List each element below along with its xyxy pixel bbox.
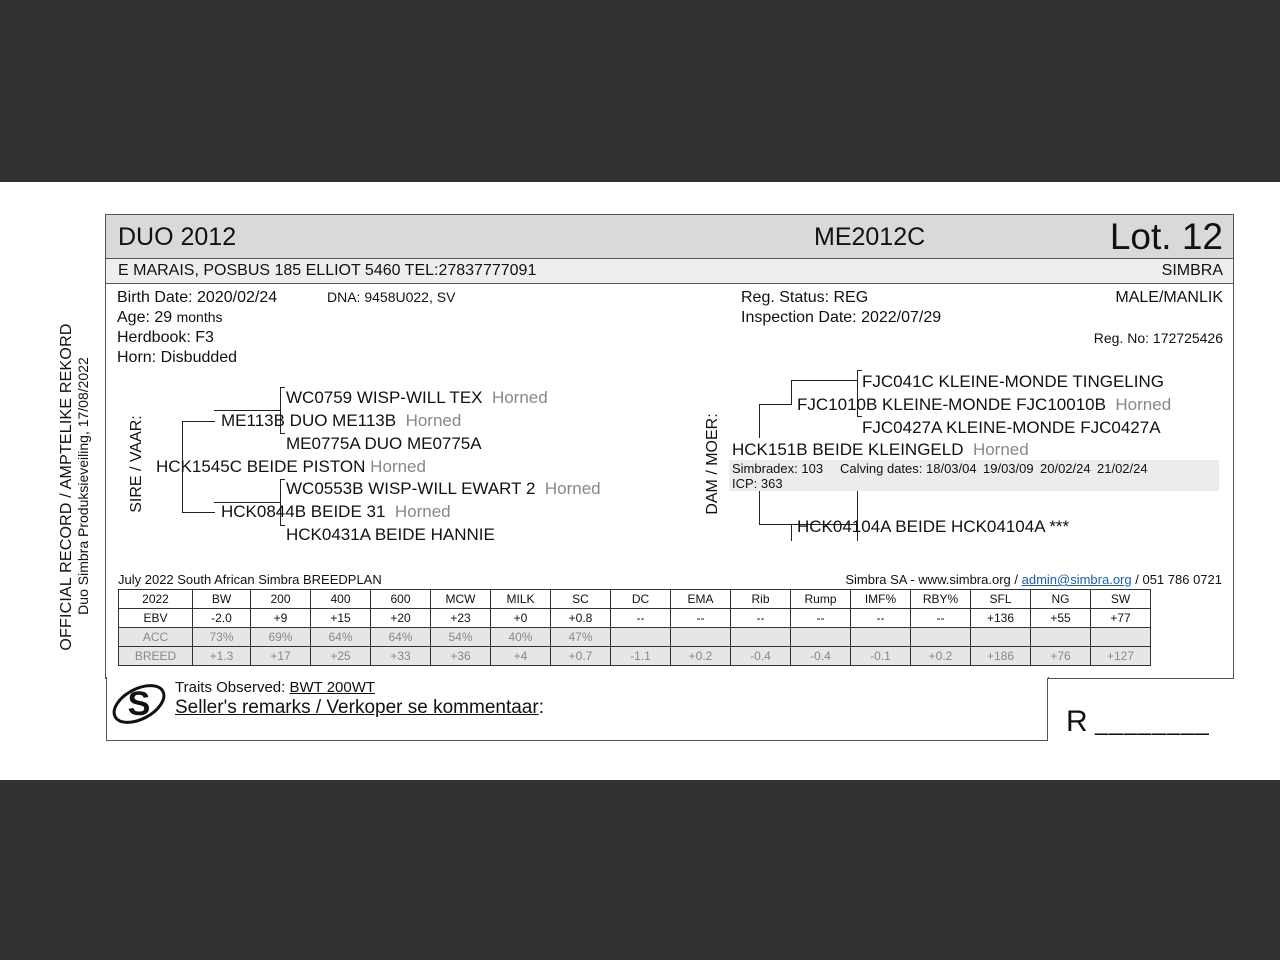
table-cell: 73% — [193, 628, 251, 647]
table-cell: -2.0 — [193, 609, 251, 628]
table-header-cell: Rump — [791, 590, 851, 609]
price-blank: ________ — [1095, 709, 1210, 736]
table-header-cell: RBY% — [911, 590, 971, 609]
table-row-ebv — [119, 609, 1151, 628]
table-cell: +127 — [1091, 647, 1151, 666]
dam-sire-dam: FJC0427A KLEINE-MONDE FJC0427A — [862, 418, 1161, 437]
table-cell: +0.7 — [551, 647, 611, 666]
table-cell: +23 — [431, 609, 491, 628]
table-cell — [1031, 628, 1091, 647]
table-cell — [611, 628, 671, 647]
table-cell — [1091, 628, 1151, 647]
table-cell: +0.2 — [911, 647, 971, 666]
table-cell: 69% — [251, 628, 311, 647]
table-cell: 47% — [551, 628, 611, 647]
owner-address: E MARAIS, POSBUS 185 ELLIOT 5460 TEL:27837777091 — [118, 262, 537, 279]
table-cell: +1.3 — [193, 647, 251, 666]
table-cell: -- — [611, 609, 671, 628]
table-cell: BREED — [119, 647, 193, 666]
table-header-cell: 400 — [311, 590, 371, 609]
ebv-table — [118, 589, 1151, 666]
sex: MALE/MANLIK — [1115, 289, 1223, 306]
table-header-cell: BW — [193, 590, 251, 609]
table-cell: -- — [671, 609, 731, 628]
calving-date: 18/03/04 — [926, 461, 977, 476]
card-header — [106, 215, 1233, 259]
table-cell: +36 — [431, 647, 491, 666]
table-header-cell: 2022 — [119, 590, 193, 609]
table-header-cell: MCW — [431, 590, 491, 609]
seller-remarks[interactable]: Seller's remarks / Verkoper se kommentaar: — [175, 697, 544, 718]
table-cell: EBV — [119, 609, 193, 628]
table-cell: +4 — [491, 647, 551, 666]
lot-card — [105, 214, 1234, 738]
table-header-cell: SFL — [971, 590, 1031, 609]
table-cell: +33 — [371, 647, 431, 666]
table-cell: +186 — [971, 647, 1031, 666]
calving-date: 20/02/24 — [1040, 461, 1091, 476]
table-header-cell: SW — [1091, 590, 1151, 609]
sire-dam-dam: HCK0431A BEIDE HANNIE — [286, 525, 495, 544]
table-cell: +55 — [1031, 609, 1091, 628]
traits-observed: Traits Observed: BWT 200WT — [175, 679, 376, 696]
simbra-logo-icon — [109, 680, 169, 728]
table-header-cell: 600 — [371, 590, 431, 609]
icp: ICP: 363 — [732, 476, 783, 491]
table-header-cell: DC — [611, 590, 671, 609]
table-header-cell: EMA — [671, 590, 731, 609]
sire-sire-dam: ME0775A DUO ME0775A — [286, 434, 482, 453]
price-prefix: R — [1066, 705, 1088, 738]
table-cell: -- — [851, 609, 911, 628]
sire-dam-sire: WC0553B WISP-WILL EWART 2 Horned — [286, 479, 601, 498]
table-cell: 64% — [371, 628, 431, 647]
sire-sire-sire: WC0759 WISP-WILL TEX Horned — [286, 388, 548, 407]
table-cell: +9 — [251, 609, 311, 628]
lot-number: Lot. 12 — [1109, 216, 1223, 257]
calving-date: 19/03/09 — [983, 461, 1034, 476]
table-cell — [911, 628, 971, 647]
age: Age: 29 months — [117, 309, 223, 326]
table-header-cell: NG — [1031, 590, 1091, 609]
price-box[interactable] — [1047, 678, 1234, 741]
animal-id: ME2012C — [814, 223, 926, 251]
table-cell: -- — [731, 609, 791, 628]
table-cell — [851, 628, 911, 647]
calving-label: Calving dates: — [840, 461, 923, 476]
table-cell: +0.2 — [671, 647, 731, 666]
owner-row — [106, 259, 1233, 284]
table-cell: +77 — [1091, 609, 1151, 628]
sire-dam: HCK0844B BEIDE 31 Horned — [221, 502, 451, 521]
table-cell: -1.1 — [611, 647, 671, 666]
table-cell: 40% — [491, 628, 551, 647]
table-header-cell: 200 — [251, 590, 311, 609]
sire-label: SIRE / VAAR: — [128, 415, 145, 513]
table-cell: ACC — [119, 628, 193, 647]
table-cell: +0.8 — [551, 609, 611, 628]
birth-date: Birth Date: 2020/02/24 — [117, 289, 278, 306]
table-cell: 54% — [431, 628, 491, 647]
remarks-area — [106, 677, 1049, 741]
table-row-acc — [119, 628, 1151, 647]
table-header-cell: IMF% — [851, 590, 911, 609]
table-cell: -0.4 — [731, 647, 791, 666]
dam-animal: HCK151B BEIDE KLEINGELD Horned — [732, 440, 1029, 459]
reg-number: Reg. No: 172725426 — [1093, 330, 1223, 346]
breedplan-contact: Simbra SA - www.simbra.org / admin@simbra.org / 051 786 0721 — [845, 572, 1222, 587]
table-cell — [971, 628, 1031, 647]
dna: DNA: 9458U022, SV — [327, 289, 456, 305]
calving-date: 21/02/24 — [1097, 461, 1148, 476]
table-cell — [731, 628, 791, 647]
sire-sire: ME113B DUO ME113B Horned — [221, 411, 462, 430]
dam-sire: FJC1010B KLEINE-MONDE FJC10010B Horned — [797, 395, 1172, 414]
breed-name: SIMBRA — [1161, 262, 1223, 279]
record-sheet — [0, 182, 1280, 780]
table-header-row — [119, 590, 1151, 609]
horn-status: Horn: Disbudded — [117, 349, 238, 366]
dam-dam: HCK04104A BEIDE HCK04104A *** — [797, 517, 1070, 536]
dam-label: DAM / MOER: — [704, 413, 721, 515]
age-unit: months — [176, 309, 223, 325]
svg-text:S: S — [127, 685, 151, 723]
official-record-label: OFFICIAL RECORD / AMPTELIKE REKORD — [58, 323, 75, 651]
table-cell: +25 — [311, 647, 371, 666]
table-cell: +0 — [491, 609, 551, 628]
table-cell: +76 — [1031, 647, 1091, 666]
dam-sire-sire: FJC041C KLEINE-MONDE TINGELING — [862, 372, 1164, 391]
inspection-date: Inspection Date: 2022/07/29 — [741, 309, 942, 326]
table-cell: -0.4 — [791, 647, 851, 666]
animal-name: DUO 2012 — [118, 223, 237, 251]
table-cell: -0.1 — [851, 647, 911, 666]
dam-performance-box — [729, 460, 1219, 491]
table-header-cell: SC — [551, 590, 611, 609]
table-header-cell: Rib — [731, 590, 791, 609]
table-cell: +136 — [971, 609, 1031, 628]
table-cell: -- — [911, 609, 971, 628]
table-cell: -- — [791, 609, 851, 628]
reg-status: Reg. Status: REG — [741, 289, 869, 306]
table-cell: +17 — [251, 647, 311, 666]
sale-name-label: Duo Simbra Produksieveiling, 17/08/2022 — [75, 357, 91, 615]
table-row-breed — [119, 647, 1151, 666]
table-header-cell: MILK — [491, 590, 551, 609]
herdbook: Herdbook: F3 — [117, 329, 214, 346]
simbradex: Simbradex: 103 — [732, 461, 824, 476]
sire-animal: HCK1545C BEIDE PISTON Horned — [156, 457, 426, 476]
table-cell: +20 — [371, 609, 431, 628]
table-cell — [791, 628, 851, 647]
breedplan-title: July 2022 South African Simbra BREEDPLAN — [118, 572, 382, 587]
table-cell: +15 — [311, 609, 371, 628]
table-cell — [671, 628, 731, 647]
email-link[interactable]: admin@simbra.org — [1021, 572, 1132, 587]
table-cell: 64% — [311, 628, 371, 647]
